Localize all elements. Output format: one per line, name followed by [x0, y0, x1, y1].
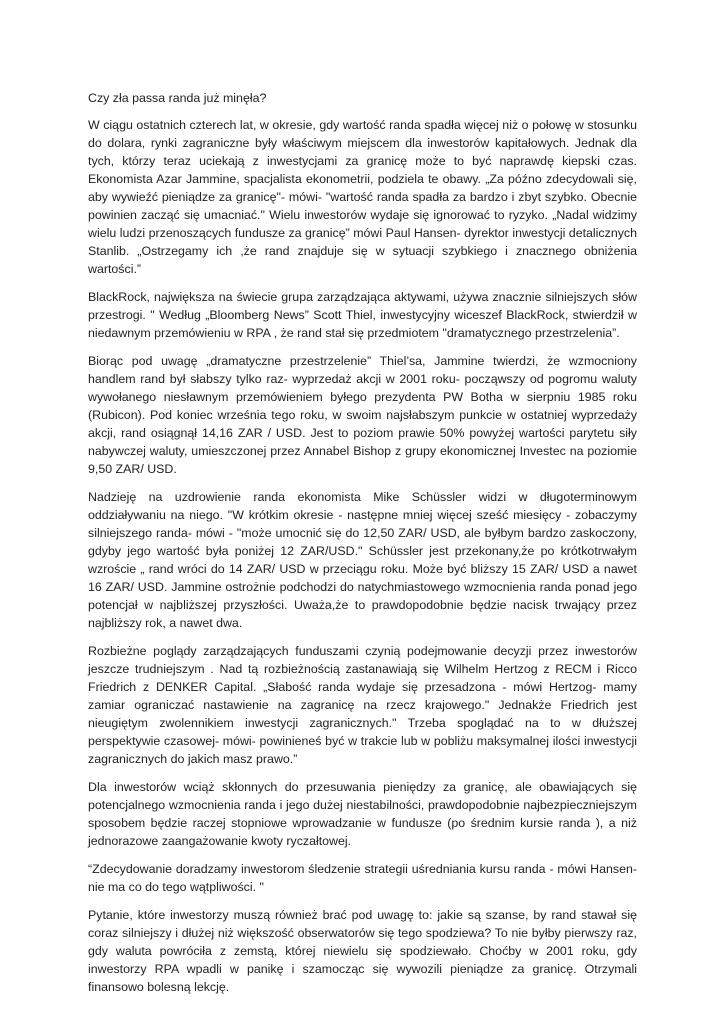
article-title: Czy zła passa randa już minęła? [88, 91, 267, 105]
paragraph-2: BlackRock, największa na świecie grupa zarządzająca aktywami, używa znacznie silniejszych słów przestrogi. " Według „Bloomberg News” Scott Thiel, inwestycyjny wiceszef BlackRock, stwierdził w niedawnym przemówieniu w RPA , że rand stał się przedmiotem "dramatycznego przestrzelenia”. [88, 290, 637, 340]
paragraph-1: W ciągu ostatnich czterech lat, w okresie, gdy wartość randa spadła więcej niż o połowę w stosunku do dolara, rynki zagraniczne były właściwym miejscem dla inwestorów kapitałowych. Jednak dla tych, którzy teraz uciekają z inwestycjami za granicę może to być naprawdę kiepski czas. Ekonomista Azar Jammine, spacjalista ekonometrii, podziela te obawy. „Za późno zdecydowali się, aby wywieźć pieniądze za granicę"- mówi- "wartość randa spadła za bardzo i zbyt szybko. Obecnie powinien zacząć się umacniać." Wielu inwestorów wydaje się ignorować to ryzyko. „Nadal widzimy wielu ludzi przenoszących fundusze za granicę” mówi Paul Hansen- dyrektor inwestycji detalicznych Stanlib. „Ostrzegamy ich ,że rand znajduje się w sytuacji szybkiego i znacznego obniżenia wartości.” [88, 118, 637, 276]
paragraph-7: “Zdecydowanie doradzamy inwestorom śledzenie strategii uśredniania kursu randa - mówi Hansen- nie ma co do tego wątpliwości. " [88, 862, 637, 894]
paragraph-4: Nadzieję na uzdrowienie randa ekonomista Mike Schüssler widzi w długoterminowym oddziaływaniu na niego. "W krótkim okresie - następne mniej więcej sześć miesięcy - zobaczymy silniejszego randa- mówi - "może umocnić się do 12,50 ZAR/ USD, ale byłbym bardzo zaskoczony, gdyby jego wartość była poniżej 12 ZAR/USD." Schüssler jest przekonany,że po krótkotrwałym wzroście „ rand wróci do 14 ZAR/ USD w przeciągu roku. Może być bliższy 15 ZAR/ USD a nawet 16 ZAR/ USD. Jammine ostrożnie podchodzi do natychmiastowego wzmocnienia randa ponad jego potencjał w najbliższej przyszłości. Uważa,że to prawdopodobnie będzie nacisk trwający przez najbliższy rok, a nawet dwa. [88, 490, 637, 630]
paragraph-5: Rozbieżne poglądy zarządzających funduszami czynią podejmowanie decyzji przez inwestorów jeszcze trudniejszym . Nad tą rozbieżnością zastanawiają się Wilhelm Hertzog z RECM i Ricco Friedrich z DENKER Capital. „Słabość randa wydaje się przesadzona - mówi Hertzog- mamy zamiar ograniczać nastawienie na zagranicę na rzecz krajowego." Jednakże Friedrich jest nieugiętym zwolennikiem inwestycji zagranicznych." Trzeba spoglądać na to w dłuższej perspektywie czasowej- mówi- powinieneś być w trakcie lub w pobliżu maksymalnej ilości inwestycji zagranicznych do jakich masz prawo.” [88, 644, 637, 766]
paragraph-6: Dla inwestorów wciąż skłonnych do przesuwania pieniędzy za granicę, ale obawiających się potencjalnego wzmocnienia randa i jego dużej niestabilności, prawdopodobnie najbezpieczniejszym sposobem będzie raczej stopniowe wprowadzanie w fundusze (po średnim kursie randa ), a niż jednorazowe zaangażowanie kwoty ryczałtowej. [88, 780, 637, 848]
paragraph-3: Biorąc pod uwagę „dramatyczne przestrzelenie” Thiel’sa, Jammine twierdzi, że wzmocniony handlem rand był słabszy tylko raz- wyprzedaż akcji w 2001 roku- począwszy od pogromu waluty wywołanego niesławnym przemówieniem byłego prezydenta PW Botha w sierpniu 1985 roku (Rubicon). Pod koniec września tego roku, w swoim najsłabszym punkcie w ostatniej wyprzedaży akcji, rand osiągnął 14,16 ZAR / USD. Jest to poziom prawie 50% powyżej wartości parytetu siły nabywczej waluty, umieszczonej przez Annabel Bishop z grupy ekonomicznej Investec na poziomie 9,50 ZAR/ USD. [88, 354, 637, 476]
paragraph-8: Pytanie, które inwestorzy muszą również brać pod uwagę to: jakie są szanse, by rand stawał się coraz silniejszy i dłużej niż większość obserwatorów się tego spodziewa? To nie byłby pierwszy raz, gdy waluta powróciła z zemstą, której niewielu się spodziewało. Choćby w 2001 roku, gdy inwestorzy RPA wpadli w panikę i szamocząc się wywozili pieniądze za granicę. Otrzymali finansowo bolesną lekcję. [88, 908, 637, 994]
